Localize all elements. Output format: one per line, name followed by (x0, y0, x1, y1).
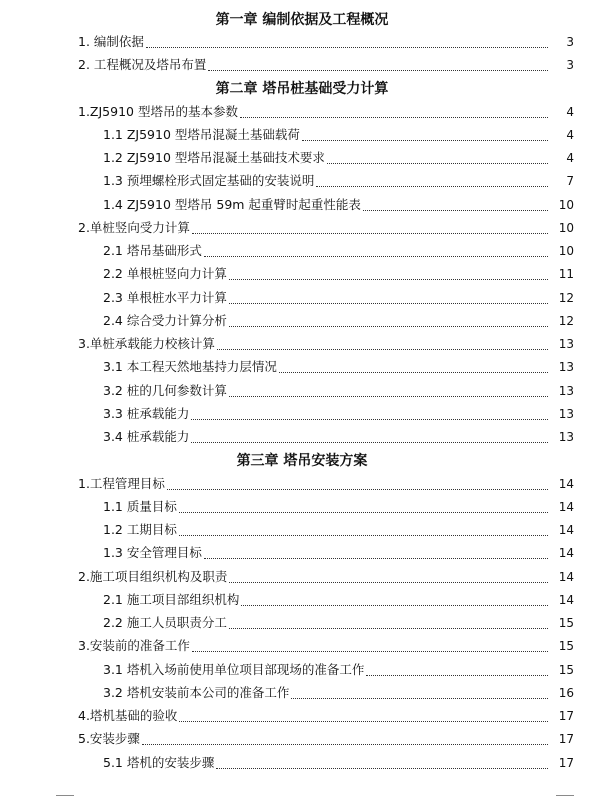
toc-section-entry (78, 568, 574, 586)
toc-page-number: 14 (558, 499, 574, 514)
toc-subsection-entry (103, 312, 574, 330)
chapter-heading: 第三章 塔吊安装方案 (236, 453, 368, 470)
toc-page-number: 17 (558, 709, 574, 723)
toc-page-number: 14 (558, 546, 574, 561)
toc-entry-label: 1.2 工期目标 (103, 522, 177, 537)
toc-entry-label: 1.4 ZJ5910 型塔吊 59m 起重臂时起重性能表 (103, 196, 361, 212)
toc-section-entry (78, 56, 574, 74)
toc-entry-label: 3.安装前的准备工作 (78, 638, 190, 654)
toc-dot-leader (142, 733, 548, 745)
toc-dot-leader (240, 106, 548, 118)
toc-page-number: 4 (566, 127, 574, 142)
toc-page-number: 13 (558, 406, 574, 421)
toc-section-entry (78, 33, 574, 51)
toc-page-number: 13 (558, 430, 574, 444)
toc-entry-label: 1.1 ZJ5910 型塔吊混凝土基础载荷 (103, 126, 300, 142)
toc-entry-label: 5.安装步骤 (78, 731, 140, 747)
toc-subsection-entry (103, 382, 574, 400)
toc-entry-label: 1.工程管理目标 (78, 475, 165, 491)
toc-section-entry (78, 335, 574, 353)
toc-entry-label: 2.3 单根桩水平力计算 (103, 289, 227, 305)
toc-dot-leader (167, 478, 548, 490)
toc-page-number: 14 (558, 569, 574, 584)
toc-dot-leader (229, 571, 548, 583)
toc-subsection-entry (103, 591, 574, 609)
toc-page-number: 14 (558, 523, 574, 537)
chapter-heading: 第一章 编制依据及工程概况 (215, 11, 389, 28)
toc-dot-leader (191, 431, 548, 443)
toc-page-number: 15 (558, 616, 574, 630)
toc-entry-label: 3.1 本工程天然地基持力层情况 (103, 359, 277, 375)
toc-entry-label: 1.ZJ5910 型塔吊的基本参数 (78, 103, 238, 119)
toc-section-entry (78, 707, 574, 725)
toc-entry-label: 2.2 施工人员职责分工 (103, 615, 227, 630)
toc-dot-leader (192, 222, 548, 234)
toc-dot-leader (366, 664, 548, 676)
toc-section-entry (78, 730, 574, 748)
toc-dot-leader (208, 59, 548, 71)
toc-entry-label: 2.2 单根桩竖向力计算 (103, 266, 227, 282)
toc-subsection-entry (103, 126, 574, 144)
toc-subsection-entry (103, 544, 574, 562)
toc-subsection-entry (103, 289, 574, 307)
toc-dot-leader (216, 757, 548, 769)
toc-entry-label: 3.2 塔机安装前本公司的准备工作 (103, 684, 290, 700)
toc-dot-leader (316, 175, 548, 187)
toc-subsection-entry (103, 242, 574, 260)
toc-page-number: 4 (566, 151, 574, 165)
toc-page-number: 3 (566, 34, 574, 49)
toc-dot-leader (146, 36, 548, 48)
toc-subsection-entry (103, 265, 574, 283)
toc-entry-label: 2.施工项目组织机构及职责 (78, 568, 228, 584)
page-corner-mark-right (556, 795, 574, 796)
toc-page-number: 17 (558, 732, 574, 747)
toc-section-entry (78, 103, 574, 121)
toc-entry-label: 3.1 塔机入场前使用单位项目部现场的准备工作 (103, 661, 365, 677)
toc-page-number: 4 (566, 104, 574, 119)
toc-subsection-entry (103, 521, 574, 539)
toc-dot-leader (217, 338, 548, 350)
toc-dot-leader (179, 501, 548, 513)
toc-page-number: 11 (558, 267, 574, 282)
page-corner-mark-left (56, 795, 74, 796)
toc-subsection-entry (103, 149, 574, 167)
chapter-heading: 第二章 塔吊桩基础受力计算 (215, 81, 389, 98)
toc-dot-leader (229, 385, 548, 397)
toc-dot-leader (229, 617, 548, 629)
toc-dot-leader (291, 687, 548, 699)
toc-subsection-entry (103, 428, 574, 446)
toc-dot-leader (229, 268, 548, 280)
toc-entry-label: 1. 编制依据 (78, 33, 144, 49)
toc-page-number: 13 (558, 337, 574, 351)
toc-subsection-entry (103, 498, 574, 516)
toc-subsection-entry (103, 172, 574, 190)
toc-page-number: 12 (558, 313, 574, 328)
toc-dot-leader (302, 129, 548, 141)
toc-entry-label: 3.4 桩承载能力 (103, 429, 190, 444)
toc-entry-label: 1.1 质量目标 (103, 498, 177, 514)
toc-entry-label: 1.2 ZJ5910 型塔吊混凝土基础技术要求 (103, 150, 325, 165)
toc-page-number: 10 (558, 220, 574, 235)
toc-dot-leader (204, 547, 548, 559)
toc-dot-leader (204, 245, 548, 257)
toc-subsection-entry (103, 196, 574, 214)
toc-entry-label: 3.3 桩承载能力 (103, 405, 190, 421)
toc-entry-label: 2.1 塔吊基础形式 (103, 243, 202, 258)
toc-entry-label: 2.单桩竖向受力计算 (78, 219, 190, 235)
toc-page-number: 7 (566, 174, 574, 189)
toc-entry-label: 2.4 综合受力计算分析 (103, 312, 227, 328)
toc-section-entry (78, 219, 574, 237)
toc-entry-label: 3.2 桩的几何参数计算 (103, 382, 227, 398)
toc-page-number: 14 (558, 592, 574, 607)
toc-subsection-entry (103, 684, 574, 702)
toc-page-number: 15 (558, 662, 574, 677)
toc-dot-leader (192, 640, 548, 652)
toc-entry-label: 1.3 安全管理目标 (103, 545, 202, 561)
toc-dot-leader (279, 361, 548, 373)
toc-page-number: 13 (558, 383, 574, 398)
toc-page-number: 3 (566, 58, 574, 72)
toc-page-number: 12 (558, 290, 574, 305)
toc-subsection-entry (103, 405, 574, 423)
toc-page-number: 15 (558, 639, 574, 654)
toc-dot-leader (191, 408, 548, 420)
toc-page-number: 16 (558, 685, 574, 700)
toc-entry-label: 2. 工程概况及塔吊布置 (78, 57, 207, 72)
toc-entry-label: 3.单桩承载能力校核计算 (78, 336, 215, 351)
toc-subsection-entry (103, 358, 574, 376)
toc-dot-leader (363, 199, 548, 211)
toc-subsection-entry (103, 661, 574, 679)
toc-page-number: 14 (558, 476, 574, 491)
toc-dot-leader (327, 152, 548, 164)
toc-entry-label: 4.塔机基础的验收 (78, 708, 178, 723)
toc-dot-leader (229, 315, 548, 327)
toc-page-number: 17 (558, 755, 574, 770)
toc-section-entry (78, 637, 574, 655)
toc-entry-label: 5.1 塔机的安装步骤 (103, 754, 215, 770)
toc-page-number: 10 (558, 244, 574, 258)
toc-dot-leader (229, 292, 548, 304)
toc-dot-leader (179, 710, 548, 722)
toc-page-number: 13 (558, 360, 574, 375)
toc-entry-label: 2.1 施工项目部组织机构 (103, 591, 240, 607)
toc-dot-leader (179, 524, 548, 536)
toc-dot-leader (241, 594, 548, 606)
toc-subsection-entry (103, 754, 574, 772)
toc-subsection-entry (103, 614, 574, 632)
toc-section-entry (78, 475, 574, 493)
toc-entry-label: 1.3 预埋螺栓形式固定基础的安装说明 (103, 173, 315, 189)
toc-page-number: 10 (558, 197, 574, 212)
